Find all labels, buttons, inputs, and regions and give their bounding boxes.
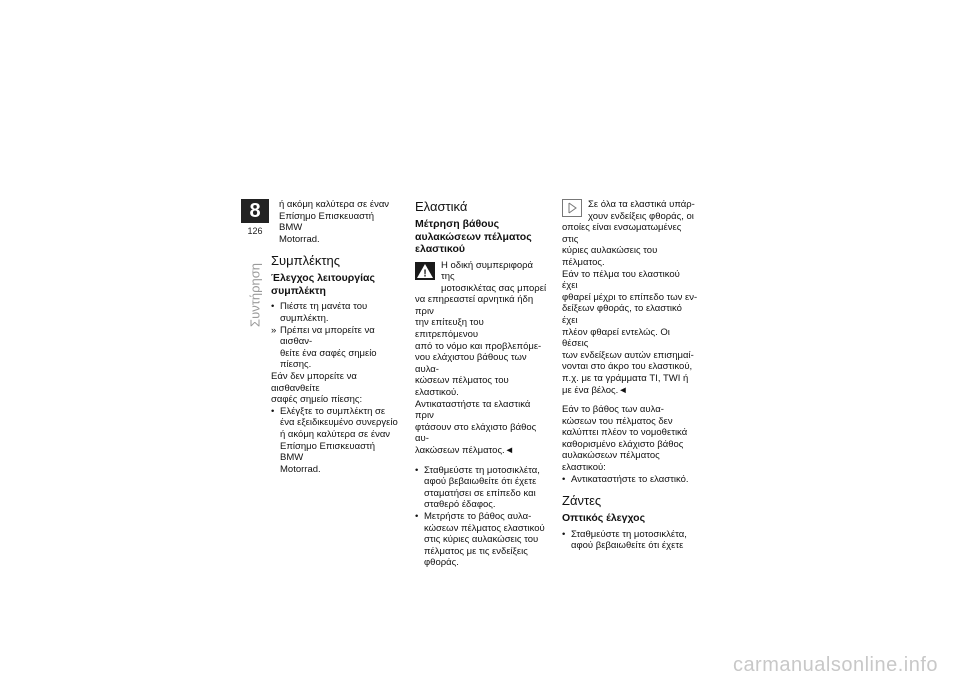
svg-text:!: ! (423, 268, 427, 279)
text-line: αυλακώσεων πέλματος (562, 450, 660, 462)
warning-triangle-icon (415, 262, 435, 280)
text-line: φθαρεί μέχρι το επίπεδο των εν- (562, 291, 698, 303)
text-line: καθορισμένο ελάχιστο βάθος (562, 438, 684, 450)
subheading-clutch-check (271, 272, 399, 297)
text-line: νου ελάχιστου βάθους των αυλα- (415, 352, 527, 375)
text-line: Εάν δεν μπορείτε να αισθανθείτε (271, 370, 357, 394)
chapter-number-tab: 8 (241, 199, 269, 223)
text-line: Πιέστε τη μανέτα του (280, 301, 368, 313)
text-line: από το νόμο και προβλεπόμε- (415, 340, 542, 352)
text-line: στις κύριες αυλακώσεις του (424, 534, 539, 546)
subheading-visual-check: Οπτικός έλεγχος (562, 512, 646, 525)
chapter-side-title: Συντήρηση (247, 263, 263, 327)
text-line: των ενδείξεων αυτών επισημαί- (562, 349, 694, 361)
bullet-item (271, 301, 399, 324)
text-line: να επηρεαστεί αρνητικά ήδη πριν (415, 294, 534, 317)
text-line: Σε όλα τα ελαστικά υπάρ- (588, 199, 695, 210)
section-heading-rims: Ζάντες (562, 493, 602, 509)
bullet-item (271, 406, 399, 476)
heading-line: Μέτρηση βάθους (415, 218, 500, 230)
heading-line: Έλεγχος λειτουργίας (271, 272, 375, 285)
text-line: σταματήσει σε επίπεδο και (424, 487, 536, 499)
text-line: Πρέπει να μπορείτε να αισθαν- (280, 324, 375, 348)
warning-block (415, 260, 549, 457)
bullet-marker: • (415, 510, 419, 522)
result-item (271, 325, 399, 371)
text-line: ελαστικού: (562, 462, 606, 474)
heading-line: αυλακώσεων πέλματος (415, 230, 532, 243)
text-line: Η οδική συμπεριφορά της (441, 259, 534, 283)
bullet-marker: • (271, 301, 275, 313)
text-line: κώσεων του πέλματος δεν (562, 415, 673, 427)
text-line: κώσεων πέλματος ελαστικού (424, 522, 545, 534)
text-line: σαφές σημείο πίεσης: (271, 394, 363, 406)
text-line: κώσεων πέλματος του ελαστικού. (415, 375, 509, 399)
text-line: ή ακόμη καλύτερα σε έναν (279, 199, 390, 210)
text-line: π.χ. με τα γράμματα TI, TWI ή (562, 372, 689, 384)
subheading-tread-depth (415, 218, 549, 256)
text-line: μοτοσικλέτας σας μπορεί (441, 282, 547, 294)
text-line: Εάν το βάθος των αυλα- (562, 404, 664, 416)
bullet-marker: • (562, 473, 566, 485)
text-line: Μετρήστε το βάθος αυλα- (424, 510, 532, 522)
text-line: λακώσεων πέλματος.◄ (415, 445, 515, 456)
text-line: αφού βεβαιωθείτε ότι έχετε (571, 540, 684, 552)
paragraph (562, 404, 698, 474)
text-line: φθοράς. (424, 557, 459, 569)
text-line: καλύπτει πλέον το νομοθετικά (562, 427, 688, 439)
bullet-item (415, 511, 549, 569)
text-line: ή ακόμη καλύτερα σε έναν (280, 428, 391, 440)
text-line: με ένα βέλος.◄ (562, 384, 628, 396)
text-line: νονται στο άκρο του ελαστικού, (562, 361, 693, 373)
note-block (562, 199, 698, 396)
text-line: οποίες είναι ενσωματωμένες στις (562, 222, 682, 245)
text-line: συμπλέκτη. (280, 312, 329, 324)
text-line: δείξεων φθοράς, το ελαστικό έχει (562, 303, 682, 326)
text-line: Αντικαταστήστε το ελαστικό. (571, 473, 689, 485)
column-2 (415, 199, 549, 569)
column-3 (562, 199, 698, 552)
result-marker: » (271, 324, 277, 336)
page-number: 126 (247, 226, 263, 236)
heading-line: συμπλέκτη (271, 284, 326, 297)
text-line: ένα εξειδικευμένο συνεργείο (280, 417, 398, 429)
continued-text (271, 199, 399, 245)
text-line: σταθερό έδαφος. (424, 499, 496, 511)
paragraph (271, 371, 399, 406)
bullet-marker: • (271, 405, 275, 417)
bullet-item (562, 529, 698, 552)
text-line: Αντικαταστήστε τα ελαστικά πριν (415, 398, 531, 422)
text-line: πλέον φθαρεί εντελώς. Οι θέσεις (562, 326, 670, 350)
bullet-item (415, 465, 549, 511)
text-line: πέλματος με τις ενδείξεις (424, 545, 528, 557)
text-line: Ελέγξτε το συμπλέκτη σε (280, 405, 386, 417)
watermark: carmanualsonline.info (732, 654, 938, 676)
note-triangle-icon (562, 199, 582, 217)
text-line: Σταθμεύστε τη μοτοσικλέτα, (571, 528, 687, 540)
text-line: την επίτευξη του επιτρεπόμενου (415, 317, 484, 341)
section-heading-tyres: Ελαστικά (415, 199, 468, 214)
column-1 (271, 199, 399, 475)
text-line: Motorrad. (280, 463, 321, 475)
text-line: Επίσημο Επισκευαστή BMW (279, 210, 374, 234)
bullet-marker: • (415, 464, 419, 476)
text-line: Εάν το πέλμα του ελαστικού έχει (562, 268, 680, 292)
bullet-item (562, 474, 698, 486)
text-line: κύριες αυλακώσεις του πέλματος. (562, 245, 658, 268)
text-line: θείτε ένα σαφές σημείο πίεσης. (280, 347, 377, 371)
text-line: Motorrad. (279, 233, 320, 245)
text-line: Σταθμεύστε τη μοτοσικλέτα, (424, 464, 540, 476)
text-line: αφού βεβαιωθείτε ότι έχετε (424, 476, 537, 488)
text-line: χουν ενδείξεις φθοράς, οι (588, 210, 694, 222)
bullet-marker: • (562, 528, 566, 540)
section-heading-clutch: Συμπλέκτης (271, 253, 341, 269)
text-line: Επίσημο Επισκευαστή BMW (280, 440, 375, 464)
heading-line: ελαστικού (415, 243, 465, 255)
text-line: φτάσουν στο ελάχιστο βάθος αυ- (415, 421, 537, 445)
